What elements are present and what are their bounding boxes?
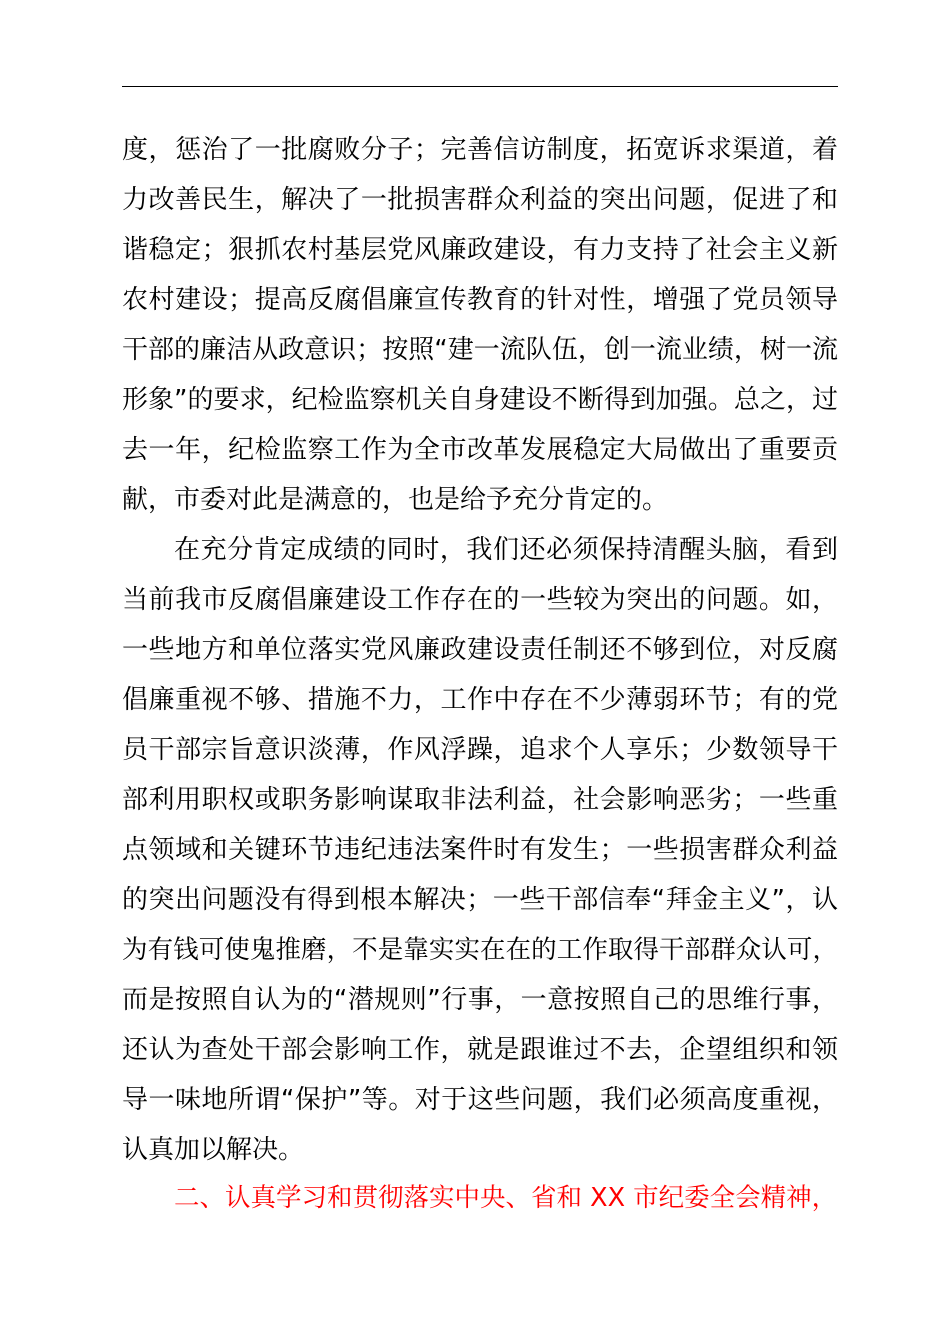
header-rule — [122, 86, 838, 87]
paragraph-1-line-3: 谐稳定；狠抓农村基层党风廉政建设，有力支持了社会主义新 — [122, 235, 838, 265]
paragraph-2-line-10: 而是按照自认为的“潜规则”行事，一意按照自己的思维行事， — [122, 985, 838, 1015]
paragraph-1-line-2: 力改善民生，解决了一批损害群众利益的突出问题，促进了和 — [122, 185, 838, 215]
paragraph-2-line-6: 部利用职权或职务影响谋取非法利益，社会影响恶劣；一些重 — [122, 785, 838, 815]
paragraph-2-line-2: 当前我市反腐倡廉建设工作存在的一些较为突出的问题。如， — [122, 585, 838, 615]
section-heading: 二、认真学习和贯彻落实中央、省和 XX 市纪委全会精神， — [174, 1183, 838, 1213]
paragraph-1-line-4: 农村建设；提高反腐倡廉宣传教育的针对性，增强了党员领导 — [122, 285, 838, 315]
paragraph-1-line-8: 献，市委对此是满意的，也是给予充分肯定的。 — [122, 485, 669, 515]
paragraph-2-line-3: 一些地方和单位落实党风廉政建设责任制还不够到位，对反腐 — [122, 635, 838, 665]
paragraph-2-line-4: 倡廉重视不够、措施不力，工作中存在不少薄弱环节；有的党 — [122, 685, 838, 715]
paragraph-1-line-7: 去一年，纪检监察工作为全市改革发展稳定大局做出了重要贡 — [122, 435, 838, 465]
paragraph-2-line-9: 为有钱可使鬼推磨，不是靠实实在在的工作取得干部群众认可， — [122, 935, 838, 965]
paragraph-2-line-1: 在充分肯定成绩的同时，我们还必须保持清醒头脑，看到 — [174, 535, 838, 565]
paragraph-2-line-7: 点领域和关键环节违纪违法案件时有发生；一些损害群众利益 — [122, 835, 838, 865]
paragraph-2-line-12: 导一味地所谓“保护”等。对于这些问题，我们必须高度重视， — [122, 1085, 838, 1115]
paragraph-1-line-5: 干部的廉洁从政意识；按照“建一流队伍，创一流业绩，树一流 — [122, 335, 838, 365]
paragraph-2-line-8: 的突出问题没有得到根本解决；一些干部信奉“拜金主义”，认 — [122, 885, 838, 915]
paragraph-1-line-6: 形象”的要求，纪检监察机关自身建设不断得到加强。总之，过 — [122, 385, 838, 415]
paragraph-2-line-11: 还认为查处干部会影响工作，就是跟谁过不去，企望组织和领 — [122, 1035, 838, 1065]
paragraph-2-line-13: 认真加以解决。 — [122, 1135, 305, 1165]
paragraph-2-line-5: 员干部宗旨意识淡薄，作风浮躁，追求个人享乐；少数领导干 — [122, 735, 838, 765]
paragraph-1-line-1: 度，惩治了一批腐败分子；完善信访制度，拓宽诉求渠道，着 — [122, 135, 838, 165]
